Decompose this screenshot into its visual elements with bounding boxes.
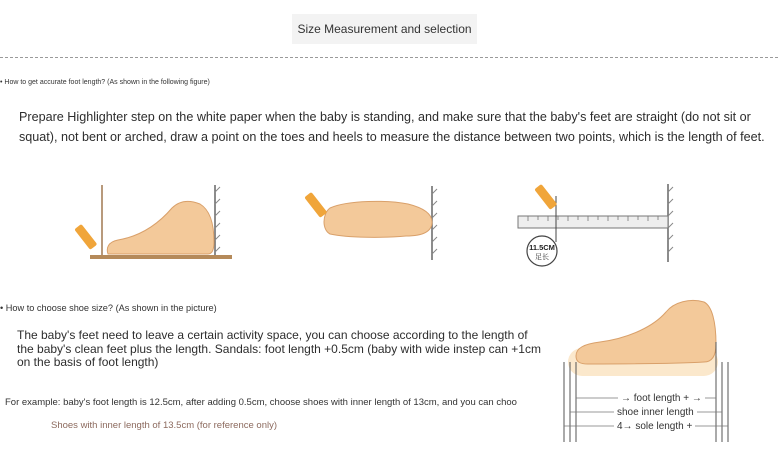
size-guidance-paragraph: The baby's feet need to leave a certain activity space, you can choose according to the length of the baby's clean feet plus the length. Sandals: foot length +0.5cm (baby with wide instep can +1cm on the basis of foot length)	[17, 328, 541, 370]
floor-strip	[90, 255, 232, 259]
question-shoe-size: How to choose shoe size? (As shown in the picture)	[5, 303, 217, 313]
shoe-inner-length-label: shoe inner length	[614, 407, 697, 418]
reference-note: Shoes with inner length of 13.5cm (for reference only)	[51, 420, 278, 431]
page-title: Size Measurement and selection	[292, 14, 477, 44]
dashed-divider	[0, 57, 778, 58]
foot-length-label: → foot length + →	[618, 393, 705, 404]
pencil-icon	[534, 184, 557, 210]
badge-measurement: 11.5CM	[529, 243, 555, 252]
foot-length-text: foot length	[633, 393, 681, 404]
foot-top-shape	[324, 201, 432, 237]
bullet-question-shoe-size: • How to choose shoe size? (As shown in the picture)	[0, 303, 217, 313]
bullet-question-foot-length: • How to get accurate foot length? (As shown in the following figure)	[0, 79, 210, 86]
question-foot-length: How to get accurate foot length? (As shown in the following figure)	[4, 79, 210, 86]
shoe-size-diagram	[560, 292, 772, 442]
foot-shape	[107, 201, 214, 254]
example-text: For example: baby's foot length is 12.5cm, after adding 0.5cm, choose shoes with inner length of 13cm, and you can choo	[5, 397, 517, 408]
badge-caption: 足长	[535, 253, 549, 261]
pencil-icon	[74, 224, 97, 250]
sole-length-label: 4→ sole length +	[614, 421, 695, 432]
measurement-instructions: Prepare Highlighter step on the white paper when the baby is standing, and make sure that the baby's feet are straight (do not sit or squat), not bent or arched, draw a point on the toes and heels to measure the distance between two points, which is the length of feet.	[19, 110, 765, 144]
foot-side-view-figure	[72, 180, 242, 264]
ruler-measure-figure	[514, 184, 684, 270]
pencil-icon	[304, 192, 327, 218]
foot-top-view-figure	[298, 186, 448, 266]
foot-shape	[576, 300, 716, 364]
ruler-bar	[518, 216, 668, 228]
sole-length-text: sole length	[635, 421, 684, 432]
